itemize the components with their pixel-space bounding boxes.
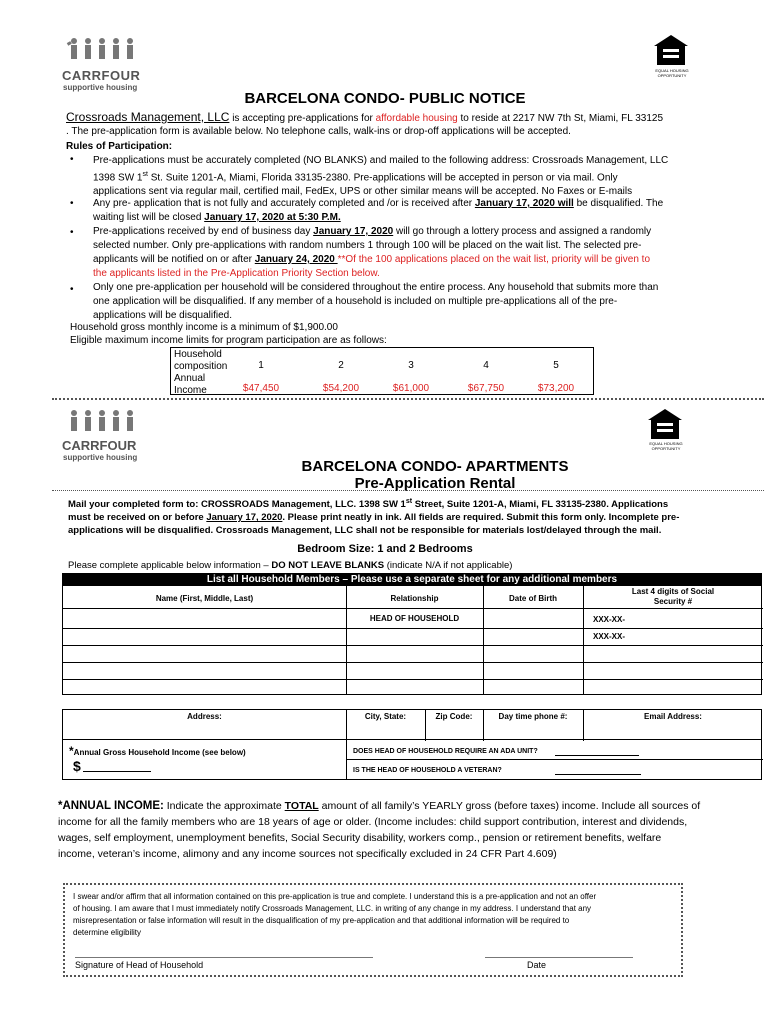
rule-2 <box>93 197 663 225</box>
mail-date: January 17, 2020 <box>206 512 283 524</box>
row-divider <box>346 759 763 760</box>
phone-label: Day time phone #: <box>498 712 568 721</box>
intro-line2: . The pre-application form is available below. No telephone calls, walk-ins or drop-off applications will be accepted. <box>66 126 571 137</box>
rule2-line1 <box>93 197 663 211</box>
rules-heading: Rules of Participation: <box>66 141 173 152</box>
income-label-b: Income <box>174 385 207 396</box>
ada-question: DOES HEAD OF HOUSEHOLD REQUIRE AN ADA UNIT? <box>353 748 538 755</box>
affirm-line1: I swear and/or affirm that all information contained on this pre-application is true and complete. I understand this is a pre-application and not an offer <box>73 892 597 901</box>
rule3-date2: January 24, 2020 <box>254 254 338 265</box>
form-subtitle: Pre-Application Rental <box>354 475 516 492</box>
affirm-line2: of housing. I am aware that I must immediately notify Crossroads Management, LLC. in writing of any change in my address. I understand that any <box>73 904 592 913</box>
rule4-line1: Only one pre-application per household will be considered throughout the entire process. Any household that submits more than <box>93 282 659 293</box>
bullet-icon: • <box>70 284 74 295</box>
dollar-sign: $ <box>73 758 81 774</box>
col-ssn-header <box>583 587 763 607</box>
veteran-answer-input[interactable] <box>555 774 641 775</box>
annual-line3: wages, self employment, unemployment benefits, Social Security disability, workers comp., pension or retirement benefits, welfare <box>58 832 662 844</box>
rule3-l1a: Pre-applications received by end of business day <box>93 226 314 237</box>
rule3-date: January 17, 2020 <box>313 226 394 237</box>
veteran-question: IS THE HEAD OF HOUSEHOLD A VETERAN? <box>353 767 502 774</box>
income-5: $73,200 <box>537 383 575 394</box>
composition-label <box>174 349 227 373</box>
form-title: BARCELONA CONDO- APARTMENTS <box>301 458 569 475</box>
zip-label: Zip Code: <box>435 712 473 721</box>
mail-l2a: must be received on or before <box>68 512 207 524</box>
carrfour-logo <box>62 36 142 94</box>
city-label: City, State: <box>364 712 407 721</box>
affirm-line4: determine eligibility <box>73 928 142 937</box>
logo-tagline: supportive housing <box>63 83 138 92</box>
mail-line1 <box>68 495 748 511</box>
address-label: Address: <box>187 712 222 721</box>
annual-income-label <box>69 744 246 758</box>
intro-text-2: to reside at 2217 NW 7th St, Miami, FL 33125 <box>457 113 664 124</box>
ssn-header-a: Last 4 digits of Social <box>631 587 715 596</box>
annual-line2: income for all the family members who are 18 years of age or older. (Income includes: child support contribution, interest and dividends, <box>58 816 688 828</box>
rule2-line2 <box>93 211 663 225</box>
carrfour-logo-2 <box>62 408 142 464</box>
mail-l1b: Street, Suite 1201-A, Miami, FL 33135-2380. Applications <box>412 499 669 511</box>
separator-line <box>52 490 764 491</box>
rule3-l3red: **Of the 100 applications placed on the wait list, priority will be given to <box>337 254 651 265</box>
mail-line3: applications will be disqualified. Crossroads Management, LLC shall not be responsible for materials lost/delayed through the mail. <box>68 525 662 537</box>
rule1-sup: st <box>142 171 148 178</box>
income-2: $54,200 <box>322 383 360 394</box>
annual-line1 <box>58 798 700 814</box>
size-4: 4 <box>483 360 489 371</box>
rule2-l1a: Any pre- application that is not fully and accurately completed and /or is received after <box>93 198 475 209</box>
col-name-header: Name (First, Middle, Last) <box>155 594 254 603</box>
rule2-l2a: waiting list will be closed <box>93 212 205 223</box>
annual-p1a: Indicate the approximate <box>163 800 285 812</box>
rule3-line4: the applicants listed in the Pre-Application Priority Section below. <box>93 268 380 279</box>
mail-l2b: . Please print neatly in ink. All fields are required. Submit this form only. Incomplete pre- <box>282 512 680 524</box>
rule1-line2 <box>93 168 668 185</box>
people-icon <box>66 36 136 66</box>
rule1-line1: Pre-applications must be accurately completed (NO BLANKS) and mailed to the following address: Crossroads Management, LLC <box>93 155 669 166</box>
logo-name-2: CARRFOUR <box>62 438 137 453</box>
intro-red: affordable housing <box>375 113 458 124</box>
ssn-prefix-1: XXX-XX- <box>593 615 626 624</box>
signature-label: Signature of Head of Household <box>75 960 204 970</box>
rule2-l1b: be disqualified. The <box>573 198 664 209</box>
rule-3 <box>93 225 651 281</box>
annual-income-input[interactable] <box>83 771 151 772</box>
income-1: $47,450 <box>242 383 280 394</box>
col-divider <box>346 740 347 780</box>
bullet-icon: • <box>70 154 74 165</box>
ssn-header-b: Security # <box>653 597 693 606</box>
rule2-date: January 17, 2020 will <box>474 198 574 209</box>
rule2-l2b: January 17, 2020 at 5:30 P.M. <box>204 212 341 223</box>
annual-label-text: Annual Gross Household Income (see below) <box>73 748 246 757</box>
head-of-household-label: HEAD OF HOUSEHOLD <box>369 614 460 623</box>
rule3-line3 <box>93 253 651 267</box>
intro-text: is accepting pre-applications for <box>229 113 376 124</box>
rule-1 <box>93 154 668 199</box>
rule4-line3: applications will be disqualified. <box>93 310 232 321</box>
affirm-line3: misrepresentation or false information will result in the disqualification of my pre-application and that additional information will be required to <box>73 916 570 925</box>
size-3: 3 <box>408 360 414 371</box>
eho-label: EQUAL HOUSING OPPORTUNITY <box>655 68 689 78</box>
rule1-line3: applications sent via regular mail, certified mail, FedEx, UPS or other similar means will be accepted. No Faxes or E-mails <box>93 186 633 198</box>
mail-sup: st <box>405 498 413 505</box>
affirmation-text <box>73 891 677 939</box>
rule1-l2a: 1398 SW 1 <box>93 172 143 184</box>
rule3-l1b: will go through a lottery process and assigned a randomly <box>393 226 652 237</box>
cut-line <box>52 398 764 400</box>
income-3: $61,000 <box>392 383 430 394</box>
equal-housing-logo <box>652 34 690 82</box>
signature-input[interactable] <box>75 957 373 958</box>
annual-p1b: amount of all family’s YEARLY gross (before taxes) income. Include all sources of <box>318 800 701 812</box>
date-label: Date <box>527 960 547 970</box>
notice-intro <box>66 110 663 124</box>
instr-b: DO NOT LEAVE BLANKS <box>271 560 385 571</box>
income-label <box>174 373 207 397</box>
bullet-icon: • <box>70 227 74 238</box>
form-instructions <box>68 560 512 571</box>
income-ada-block <box>62 740 762 780</box>
ssn-prefix-2: XXX-XX- <box>593 632 626 641</box>
bullet-icon: • <box>70 198 74 209</box>
address-table <box>62 709 762 740</box>
rule-4 <box>93 281 658 323</box>
company-name: Crossroads Management, LLC <box>66 110 230 124</box>
annual-income-explanation <box>58 798 700 862</box>
affirmation-box <box>63 883 683 977</box>
household-table <box>62 586 762 695</box>
logo-name: CARRFOUR <box>62 68 141 83</box>
income-min: Household gross monthly income is a minimum of $1,900.00 <box>70 322 338 333</box>
eho-label-2: EQUAL HOUSING OPPORTUNITY <box>649 441 683 451</box>
rule3-line1 <box>93 225 651 239</box>
annual-line4: income, veteran’s income, alimony and any income sources not specifically excluded in 24 CFR Part 4.609) <box>58 848 557 860</box>
annual-star: * <box>69 744 74 758</box>
row-divider <box>63 679 763 680</box>
size-2: 2 <box>338 360 344 371</box>
col-dob-header: Date of Birth <box>509 594 557 603</box>
banner-text: List all Household Members – Please use a separate sheet for any additional members <box>206 574 618 585</box>
equal-housing-icon <box>646 408 684 440</box>
income-table <box>170 347 594 395</box>
people-icon <box>66 408 136 438</box>
bedroom-size: Bedroom Size: 1 and 2 Bedrooms <box>297 543 473 555</box>
equal-housing-logo-2 <box>646 408 684 452</box>
row-divider <box>63 608 763 609</box>
size-5: 5 <box>553 360 559 371</box>
rule3-line2: selected number. Only pre-applications with random numbers 1 through 100 will be placed on the wait list. The selected pre- <box>93 240 642 251</box>
annual-total: TOTAL <box>284 800 319 812</box>
rule1-l2b: St. Suite 1201-A, Miami, Florida 33135-2380. Pre-applications will be accepted in person or via mail. Only <box>147 172 618 184</box>
instr-c: (indicate N/A if not applicable) <box>384 560 513 571</box>
income-label-a: Annual <box>174 373 206 384</box>
mail-l1a: Mail your completed form to: CROSSROADS Management, LLC. 1398 SW 1 <box>68 499 406 511</box>
email-label: Email Address: <box>644 712 702 721</box>
mail-line2 <box>68 511 748 524</box>
composition-label-b: composition <box>174 361 228 372</box>
logo-tagline-2: supportive housing <box>63 453 138 462</box>
equal-housing-icon <box>652 34 690 66</box>
instr-a: Please complete applicable below information – <box>68 560 272 571</box>
rule4-line2: one application will be disqualified. If any member of a household is included on multiple pre-applications all of the pre- <box>93 296 618 307</box>
rule3-l3a: applicants will be notified on or after <box>93 254 255 265</box>
ada-answer-input[interactable] <box>555 755 639 756</box>
row-divider <box>63 662 763 663</box>
mail-instructions <box>68 495 748 537</box>
income-4: $67,750 <box>467 383 505 394</box>
row-divider <box>63 645 763 646</box>
row-divider <box>63 628 763 629</box>
rules-heading-text: Rules of Participation <box>66 141 169 152</box>
col-relationship-header: Relationship <box>390 594 439 603</box>
annual-heading: *ANNUAL INCOME: <box>58 800 164 812</box>
date-input[interactable] <box>485 957 633 958</box>
notice-title: BARCELONA CONDO- PUBLIC NOTICE <box>244 90 526 107</box>
composition-label-a: Household <box>174 349 222 360</box>
household-banner <box>62 573 762 586</box>
income-max: Eligible maximum income limits for program participation are as follows: <box>70 335 387 346</box>
size-1: 1 <box>258 360 264 371</box>
